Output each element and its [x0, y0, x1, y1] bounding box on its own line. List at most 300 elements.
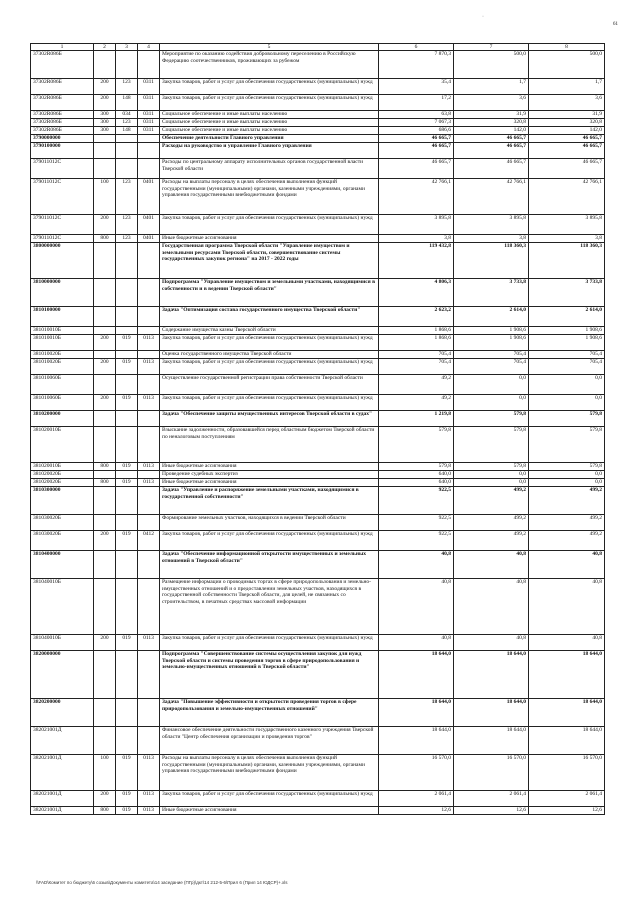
amount-year-2-cell: 0,0: [454, 479, 529, 487]
section-cell: 0113: [138, 463, 160, 471]
table-row: [31, 791, 605, 807]
amount-year-3-cell: 0,0: [529, 479, 605, 487]
expense-type-cell: [94, 471, 116, 479]
amount-year-3-cell: 579,8: [529, 463, 605, 471]
section-cell: [138, 327, 160, 335]
amount-year-2-cell: 320,8: [454, 119, 529, 127]
section-cell: 0401: [138, 235, 160, 243]
amount-year-1-cell: 1 219,8: [379, 411, 454, 427]
amount-year-2-cell: 40,8: [454, 579, 529, 635]
expense-type-cell: [94, 51, 116, 79]
header-cell: 6: [379, 44, 454, 51]
header-cell: 2: [94, 44, 116, 51]
section-cell: 0113: [138, 635, 160, 651]
section-cell: 0113: [138, 359, 160, 375]
table-row: [31, 327, 605, 335]
description-cell: Содержание имущества казны Тверской области: [160, 327, 379, 335]
table-row: [31, 351, 605, 359]
header-cell: 3: [116, 44, 138, 51]
target-code-cell: 3810000000: [31, 279, 94, 307]
department-cell: [116, 515, 138, 531]
amount-year-1-cell: 40,8: [379, 551, 454, 579]
target-code-cell: 382021001Д: [31, 727, 94, 755]
section-cell: [138, 699, 160, 727]
amount-year-1-cell: 46 665,7: [379, 143, 454, 159]
table-row: [31, 279, 605, 307]
section-cell: [138, 579, 160, 635]
table-row: [31, 395, 605, 411]
table-row: [31, 463, 605, 471]
amount-year-2-cell: 46 665,7: [454, 143, 529, 159]
amount-year-1-cell: 2 061,4: [379, 791, 454, 807]
amount-year-3-cell: 499,2: [529, 531, 605, 551]
amount-year-1-cell: 579,8: [379, 463, 454, 471]
table-row: [31, 699, 605, 727]
expense-type-cell: [94, 307, 116, 327]
header-cell: 7: [454, 44, 529, 51]
amount-year-2-cell: 118 360,3: [454, 243, 529, 279]
amount-year-2-cell: 40,8: [454, 635, 529, 651]
table-header-row: [31, 44, 605, 51]
amount-year-1-cell: 46 665,7: [379, 135, 454, 143]
amount-year-3-cell: 142,0: [529, 127, 605, 135]
amount-year-1-cell: 46 665,7: [379, 159, 454, 179]
header-cell: 4: [138, 44, 160, 51]
amount-year-2-cell: 3 733,8: [454, 279, 529, 307]
amount-year-2-cell: 1 908,6: [454, 335, 529, 351]
description-cell: Закупка товаров, работ и услуг для обеспечения государственных (муниципальных) нужд: [160, 335, 379, 351]
expense-type-cell: 300: [94, 119, 116, 127]
expense-type-cell: 200: [94, 531, 116, 551]
amount-year-3-cell: 0,0: [529, 395, 605, 411]
department-cell: 019: [116, 531, 138, 551]
amount-year-3-cell: 42 766,1: [529, 179, 605, 215]
target-code-cell: 381010010Б: [31, 327, 94, 335]
amount-year-1-cell: 7 870,3: [379, 51, 454, 79]
department-cell: [116, 159, 138, 179]
amount-year-1-cell: 1 868,6: [379, 335, 454, 351]
header-cell: 5: [160, 44, 379, 51]
amount-year-1-cell: 35,4: [379, 79, 454, 95]
department-cell: [116, 487, 138, 515]
description-cell: Задача "Оптимизация состава государственного имущества Тверской области": [160, 307, 379, 327]
expense-type-cell: [94, 351, 116, 359]
expense-type-cell: [94, 727, 116, 755]
section-cell: [138, 411, 160, 427]
page-number: 61: [613, 22, 618, 27]
description-cell: Финансовое обеспечение деятельности государственного казенного учреждения Тверской области "Центр обеспечения организации и проведения торгов": [160, 727, 379, 755]
description-cell: Закупка товаров, работ и услуг для обеспечения государственных (муниципальных) нужд: [160, 635, 379, 651]
description-cell: Расходы по центральному аппарату исполнительных органов государственной власти Тверской области: [160, 159, 379, 179]
amount-year-2-cell: 0,0: [454, 471, 529, 479]
amount-year-1-cell: 922,5: [379, 531, 454, 551]
department-cell: [116, 579, 138, 635]
amount-year-2-cell: 18 644,0: [454, 699, 529, 727]
department-cell: 123: [116, 179, 138, 215]
target-code-cell: 382021001Д: [31, 807, 94, 815]
section-cell: 0113: [138, 395, 160, 411]
header-cell: 8: [529, 44, 605, 51]
description-cell: Задача "Управление и распоряжение земельными участками, находящимися в государственной собственности": [160, 487, 379, 515]
department-cell: 019: [116, 395, 138, 411]
table-row: [31, 79, 605, 95]
target-code-cell: 3820200000: [31, 699, 94, 727]
expense-type-cell: 200: [94, 95, 116, 111]
amount-year-1-cell: 640,0: [379, 471, 454, 479]
table-row: [31, 127, 605, 135]
department-cell: [116, 243, 138, 279]
amount-year-3-cell: 18 644,0: [529, 651, 605, 699]
section-cell: 0401: [138, 179, 160, 215]
target-code-cell: 37302R086Б: [31, 127, 94, 135]
department-cell: [116, 727, 138, 755]
table-row: [31, 179, 605, 215]
amount-year-3-cell: 500,0: [529, 51, 605, 79]
amount-year-3-cell: 579,8: [529, 427, 605, 463]
amount-year-2-cell: 499,2: [454, 515, 529, 531]
description-cell: Мероприятие по оказанию содействия добровольному переселению в Российскую Федерацию соотечественников, проживающих за рубежом: [160, 51, 379, 79]
table-row: [31, 143, 605, 159]
target-code-cell: 37302R086Б: [31, 119, 94, 127]
target-code-cell: 3800000000: [31, 243, 94, 279]
amount-year-3-cell: 705,4: [529, 351, 605, 359]
amount-year-3-cell: 0,0: [529, 375, 605, 395]
expense-type-cell: 200: [94, 359, 116, 375]
target-code-cell: 381010060Б: [31, 395, 94, 411]
section-cell: [138, 243, 160, 279]
table-row: [31, 807, 605, 815]
target-code-cell: 381030020Б: [31, 515, 94, 531]
amount-year-3-cell: 1 908,6: [529, 327, 605, 335]
amount-year-1-cell: 640,0: [379, 479, 454, 487]
amount-year-1-cell: 922,5: [379, 487, 454, 515]
target-code-cell: 3810300000: [31, 487, 94, 515]
section-cell: 0311: [138, 111, 160, 119]
department-cell: [116, 551, 138, 579]
expense-type-cell: [94, 515, 116, 531]
section-cell: 0412: [138, 531, 160, 551]
amount-year-3-cell: 320,8: [529, 119, 605, 127]
amount-year-1-cell: 63,8: [379, 111, 454, 119]
amount-year-2-cell: 1,7: [454, 79, 529, 95]
description-cell: Задача "Повышение эффективности и открытости проведения торгов в сфере природопользования и земельно-имущественных отношений": [160, 699, 379, 727]
amount-year-3-cell: 40,8: [529, 635, 605, 651]
table-row: [31, 471, 605, 479]
budget-table: [30, 43, 605, 815]
table-row: [31, 427, 605, 463]
expense-type-cell: 100: [94, 755, 116, 791]
section-cell: [138, 351, 160, 359]
amount-year-1-cell: 686,6: [379, 127, 454, 135]
amount-year-3-cell: 3,8: [529, 235, 605, 243]
amount-year-1-cell: 705,4: [379, 359, 454, 375]
amount-year-2-cell: 0,0: [454, 375, 529, 395]
target-code-cell: 379011012С: [31, 215, 94, 235]
section-cell: 0311: [138, 119, 160, 127]
amount-year-3-cell: 12,6: [529, 807, 605, 815]
table-row: [31, 235, 605, 243]
amount-year-1-cell: 1 868,6: [379, 327, 454, 335]
section-cell: 0401: [138, 215, 160, 235]
description-cell: Закупка товаров, работ и услуг для обеспечения государственных (муниципальных) нужд: [160, 359, 379, 375]
amount-year-1-cell: 42 766,1: [379, 179, 454, 215]
department-cell: [116, 411, 138, 427]
amount-year-1-cell: 49,2: [379, 395, 454, 411]
table-row: [31, 335, 605, 351]
department-cell: 123: [116, 235, 138, 243]
amount-year-3-cell: 18 644,0: [529, 699, 605, 727]
target-code-cell: 381020020Б: [31, 479, 94, 487]
expense-type-cell: 300: [94, 111, 116, 119]
expense-type-cell: [94, 143, 116, 159]
amount-year-1-cell: 18 644,0: [379, 651, 454, 699]
department-cell: 019: [116, 755, 138, 791]
amount-year-2-cell: 3 895,8: [454, 215, 529, 235]
amount-year-3-cell: 46 665,7: [529, 159, 605, 179]
expense-type-cell: [94, 699, 116, 727]
expense-type-cell: [94, 579, 116, 635]
table-row: [31, 479, 605, 487]
description-cell: Подпрограмма "Совершенствование системы осуществления закупок для нужд Тверской области и системы проведения торгов в сфере природопользования и земельно-имущественных отношений в Тверской области": [160, 651, 379, 699]
amount-year-1-cell: 4 806,3: [379, 279, 454, 307]
department-cell: [116, 375, 138, 395]
amount-year-1-cell: 18 644,0: [379, 699, 454, 727]
table-row: [31, 111, 605, 119]
department-cell: 019: [116, 335, 138, 351]
target-code-cell: 379011012С: [31, 235, 94, 243]
section-cell: [138, 427, 160, 463]
amount-year-3-cell: 40,8: [529, 551, 605, 579]
amount-year-2-cell: 499,2: [454, 487, 529, 515]
description-cell: Закупка товаров, работ и услуг для обеспечения государственных (муниципальных) нужд: [160, 215, 379, 235]
amount-year-3-cell: 46 665,7: [529, 135, 605, 143]
department-cell: [116, 307, 138, 327]
amount-year-3-cell: 0,0: [529, 471, 605, 479]
section-cell: [138, 471, 160, 479]
section-cell: [138, 307, 160, 327]
expense-type-cell: [94, 427, 116, 463]
description-cell: Закупка товаров, работ и услуг для обеспечения государственных (муниципальных) нужд: [160, 79, 379, 95]
amount-year-2-cell: 2 061,4: [454, 791, 529, 807]
department-cell: 019: [116, 359, 138, 375]
target-code-cell: 3810200000: [31, 411, 94, 427]
section-cell: [138, 651, 160, 699]
expense-type-cell: 200: [94, 79, 116, 95]
amount-year-2-cell: 579,8: [454, 411, 529, 427]
description-cell: Расходы на выплаты персоналу в целях обеспечения выполнения функций государственными (муниципальными) органами, казенными учреждениями, органами управления государственными внебюджетными фондами: [160, 179, 379, 215]
section-cell: 0113: [138, 755, 160, 791]
amount-year-1-cell: 12,6: [379, 807, 454, 815]
amount-year-3-cell: 3,6: [529, 95, 605, 111]
table-row: [31, 159, 605, 179]
expense-type-cell: [94, 135, 116, 143]
expense-type-cell: 800: [94, 463, 116, 471]
section-cell: [138, 51, 160, 79]
expense-type-cell: [94, 279, 116, 307]
amount-year-3-cell: 46 665,7: [529, 143, 605, 159]
section-cell: [138, 515, 160, 531]
description-cell: Закупка товаров, работ и услуг для обеспечения государственных (муниципальных) нужд: [160, 791, 379, 807]
amount-year-1-cell: 16 570,0: [379, 755, 454, 791]
section-cell: 0113: [138, 791, 160, 807]
amount-year-3-cell: 2 061,4: [529, 791, 605, 807]
section-cell: 0311: [138, 95, 160, 111]
target-code-cell: 379011012С: [31, 179, 94, 215]
target-code-cell: 3810100000: [31, 307, 94, 327]
description-cell: Взыскание задолженности, образовавшейся перед областным бюджетом Тверской области по неналоговым поступлениям: [160, 427, 379, 463]
target-code-cell: 3810400000: [31, 551, 94, 579]
target-code-cell: 381010020Б: [31, 359, 94, 375]
description-cell: Социальное обеспечение и иные выплаты населению: [160, 111, 379, 119]
header-cell: 1: [31, 44, 94, 51]
amount-year-2-cell: 1 908,6: [454, 327, 529, 335]
amount-year-2-cell: 40,8: [454, 551, 529, 579]
amount-year-2-cell: 18 644,0: [454, 651, 529, 699]
expense-type-cell: 200: [94, 791, 116, 807]
expense-type-cell: [94, 651, 116, 699]
target-code-cell: 381040010Б: [31, 579, 94, 635]
table-row: [31, 487, 605, 515]
expense-type-cell: 800: [94, 479, 116, 487]
amount-year-1-cell: 7 067,3: [379, 119, 454, 127]
amount-year-2-cell: 579,8: [454, 427, 529, 463]
description-cell: Оценка государственного имущества Тверской области: [160, 351, 379, 359]
amount-year-1-cell: 40,8: [379, 579, 454, 635]
target-code-cell: 382021001Д: [31, 755, 94, 791]
amount-year-3-cell: 705,4: [529, 359, 605, 375]
description-cell: Обеспечение деятельности Главного управления: [160, 135, 379, 143]
section-cell: [138, 279, 160, 307]
description-cell: Осуществление государственной регистрации права собственности Тверской области: [160, 375, 379, 395]
section-cell: [138, 487, 160, 515]
target-code-cell: 382021001Д: [31, 791, 94, 807]
department-cell: [116, 279, 138, 307]
amount-year-3-cell: 40,8: [529, 579, 605, 635]
department-cell: [116, 471, 138, 479]
expense-type-cell: 200: [94, 335, 116, 351]
department-cell: 123: [116, 215, 138, 235]
department-cell: 019: [116, 791, 138, 807]
table-row: [31, 755, 605, 791]
department-cell: 148: [116, 95, 138, 111]
department-cell: 019: [116, 479, 138, 487]
department-cell: [116, 327, 138, 335]
target-code-cell: 381010060Б: [31, 375, 94, 395]
amount-year-1-cell: 18 644,0: [379, 727, 454, 755]
amount-year-2-cell: 2 614,0: [454, 307, 529, 327]
amount-year-3-cell: 3 733,8: [529, 279, 605, 307]
expense-type-cell: [94, 411, 116, 427]
amount-year-1-cell: 922,5: [379, 515, 454, 531]
expense-type-cell: 200: [94, 395, 116, 411]
expense-type-cell: 300: [94, 127, 116, 135]
description-cell: Закупка товаров, работ и услуг для обеспечения государственных (муниципальных) нужд: [160, 395, 379, 411]
amount-year-2-cell: 500,0: [454, 51, 529, 79]
expense-type-cell: [94, 243, 116, 279]
expense-type-cell: [94, 327, 116, 335]
amount-year-2-cell: 16 570,0: [454, 755, 529, 791]
amount-year-3-cell: 1 908,6: [529, 335, 605, 351]
department-cell: 034: [116, 111, 138, 119]
section-cell: 0113: [138, 479, 160, 487]
table-row: [31, 243, 605, 279]
table-row: [31, 119, 605, 127]
amount-year-3-cell: 499,2: [529, 515, 605, 531]
department-cell: [116, 51, 138, 79]
target-code-cell: 37302R086Б: [31, 95, 94, 111]
amount-year-2-cell: 499,2: [454, 531, 529, 551]
amount-year-1-cell: 119 432,8: [379, 243, 454, 279]
amount-year-2-cell: 705,4: [454, 351, 529, 359]
amount-year-2-cell: 18 644,0: [454, 727, 529, 755]
description-cell: Закупка товаров, работ и услуг для обеспечения государственных (муниципальных) нужд: [160, 95, 379, 111]
section-cell: [138, 143, 160, 159]
expense-type-cell: 100: [94, 179, 116, 215]
description-cell: Иные бюджетные ассигнования: [160, 807, 379, 815]
corner-mark: ·: [482, 14, 484, 20]
expense-type-cell: 800: [94, 235, 116, 243]
amount-year-2-cell: 42 766,1: [454, 179, 529, 215]
table-row: [31, 579, 605, 635]
file-path-footer: \\FAD\Комитет по бюджету\6 созыв\Документы комитета\14 заседание (ПГр)\дкт\14 212-5-6\Прил 6 (Прил 14 ЮДСР)+.xls: [36, 880, 288, 885]
amount-year-2-cell: 705,4: [454, 359, 529, 375]
amount-year-1-cell: 3 895,8: [379, 215, 454, 235]
section-cell: [138, 135, 160, 143]
table-row: [31, 515, 605, 531]
expense-type-cell: [94, 375, 116, 395]
department-cell: [116, 651, 138, 699]
description-cell: Государственная программа Тверской области "Управление имуществом и земельными ресурсами Тверской области, совершенствование системы государственных закупок региона" на 2017 - 2022 годы: [160, 243, 379, 279]
description-cell: Проведение судебных экспертиз: [160, 471, 379, 479]
amount-year-1-cell: 705,4: [379, 351, 454, 359]
section-cell: 0113: [138, 335, 160, 351]
department-cell: 123: [116, 119, 138, 127]
amount-year-3-cell: 31,9: [529, 111, 605, 119]
amount-year-2-cell: 46 665,7: [454, 159, 529, 179]
target-code-cell: 381020010Б: [31, 463, 94, 471]
department-cell: 019: [116, 635, 138, 651]
target-code-cell: 3790000000: [31, 135, 94, 143]
amount-year-1-cell: 49,2: [379, 375, 454, 395]
department-cell: 019: [116, 463, 138, 471]
section-cell: [138, 159, 160, 179]
target-code-cell: 381010010Б: [31, 335, 94, 351]
table-row: [31, 95, 605, 111]
target-code-cell: 37302R086Б: [31, 79, 94, 95]
description-cell: Иные бюджетные ассигнования: [160, 235, 379, 243]
amount-year-3-cell: 16 570,0: [529, 755, 605, 791]
amount-year-2-cell: 579,8: [454, 463, 529, 471]
target-code-cell: 37302R086Б: [31, 51, 94, 79]
expense-type-cell: 200: [94, 215, 116, 235]
amount-year-1-cell: 17,2: [379, 95, 454, 111]
description-cell: Формирование земельных участков, находящихся в ведении Тверской области: [160, 515, 379, 531]
target-code-cell: 37302R086Б: [31, 111, 94, 119]
amount-year-3-cell: 3 895,8: [529, 215, 605, 235]
amount-year-3-cell: 1,7: [529, 79, 605, 95]
department-cell: [116, 427, 138, 463]
table-row: [31, 411, 605, 427]
description-cell: Размещение информации о проводимых торгах в сфере природопользования и земельно-имущественных отношений и о предоставлении земельных участков, находящихся в государственной собственности Тверской области, для целей, не связанных со строительством, в печатных средствах массовой информации: [160, 579, 379, 635]
amount-year-3-cell: 2 614,0: [529, 307, 605, 327]
target-code-cell: 381010020Б: [31, 351, 94, 359]
description-cell: Задача "Обеспечение защиты имущественных интересов Тверской области в судах": [160, 411, 379, 427]
target-code-cell: 379011012С: [31, 159, 94, 179]
amount-year-2-cell: 3,8: [454, 235, 529, 243]
table-row: [31, 727, 605, 755]
description-cell: Закупка товаров, работ и услуг для обеспечения государственных (муниципальных) нужд: [160, 531, 379, 551]
amount-year-2-cell: 12,6: [454, 807, 529, 815]
